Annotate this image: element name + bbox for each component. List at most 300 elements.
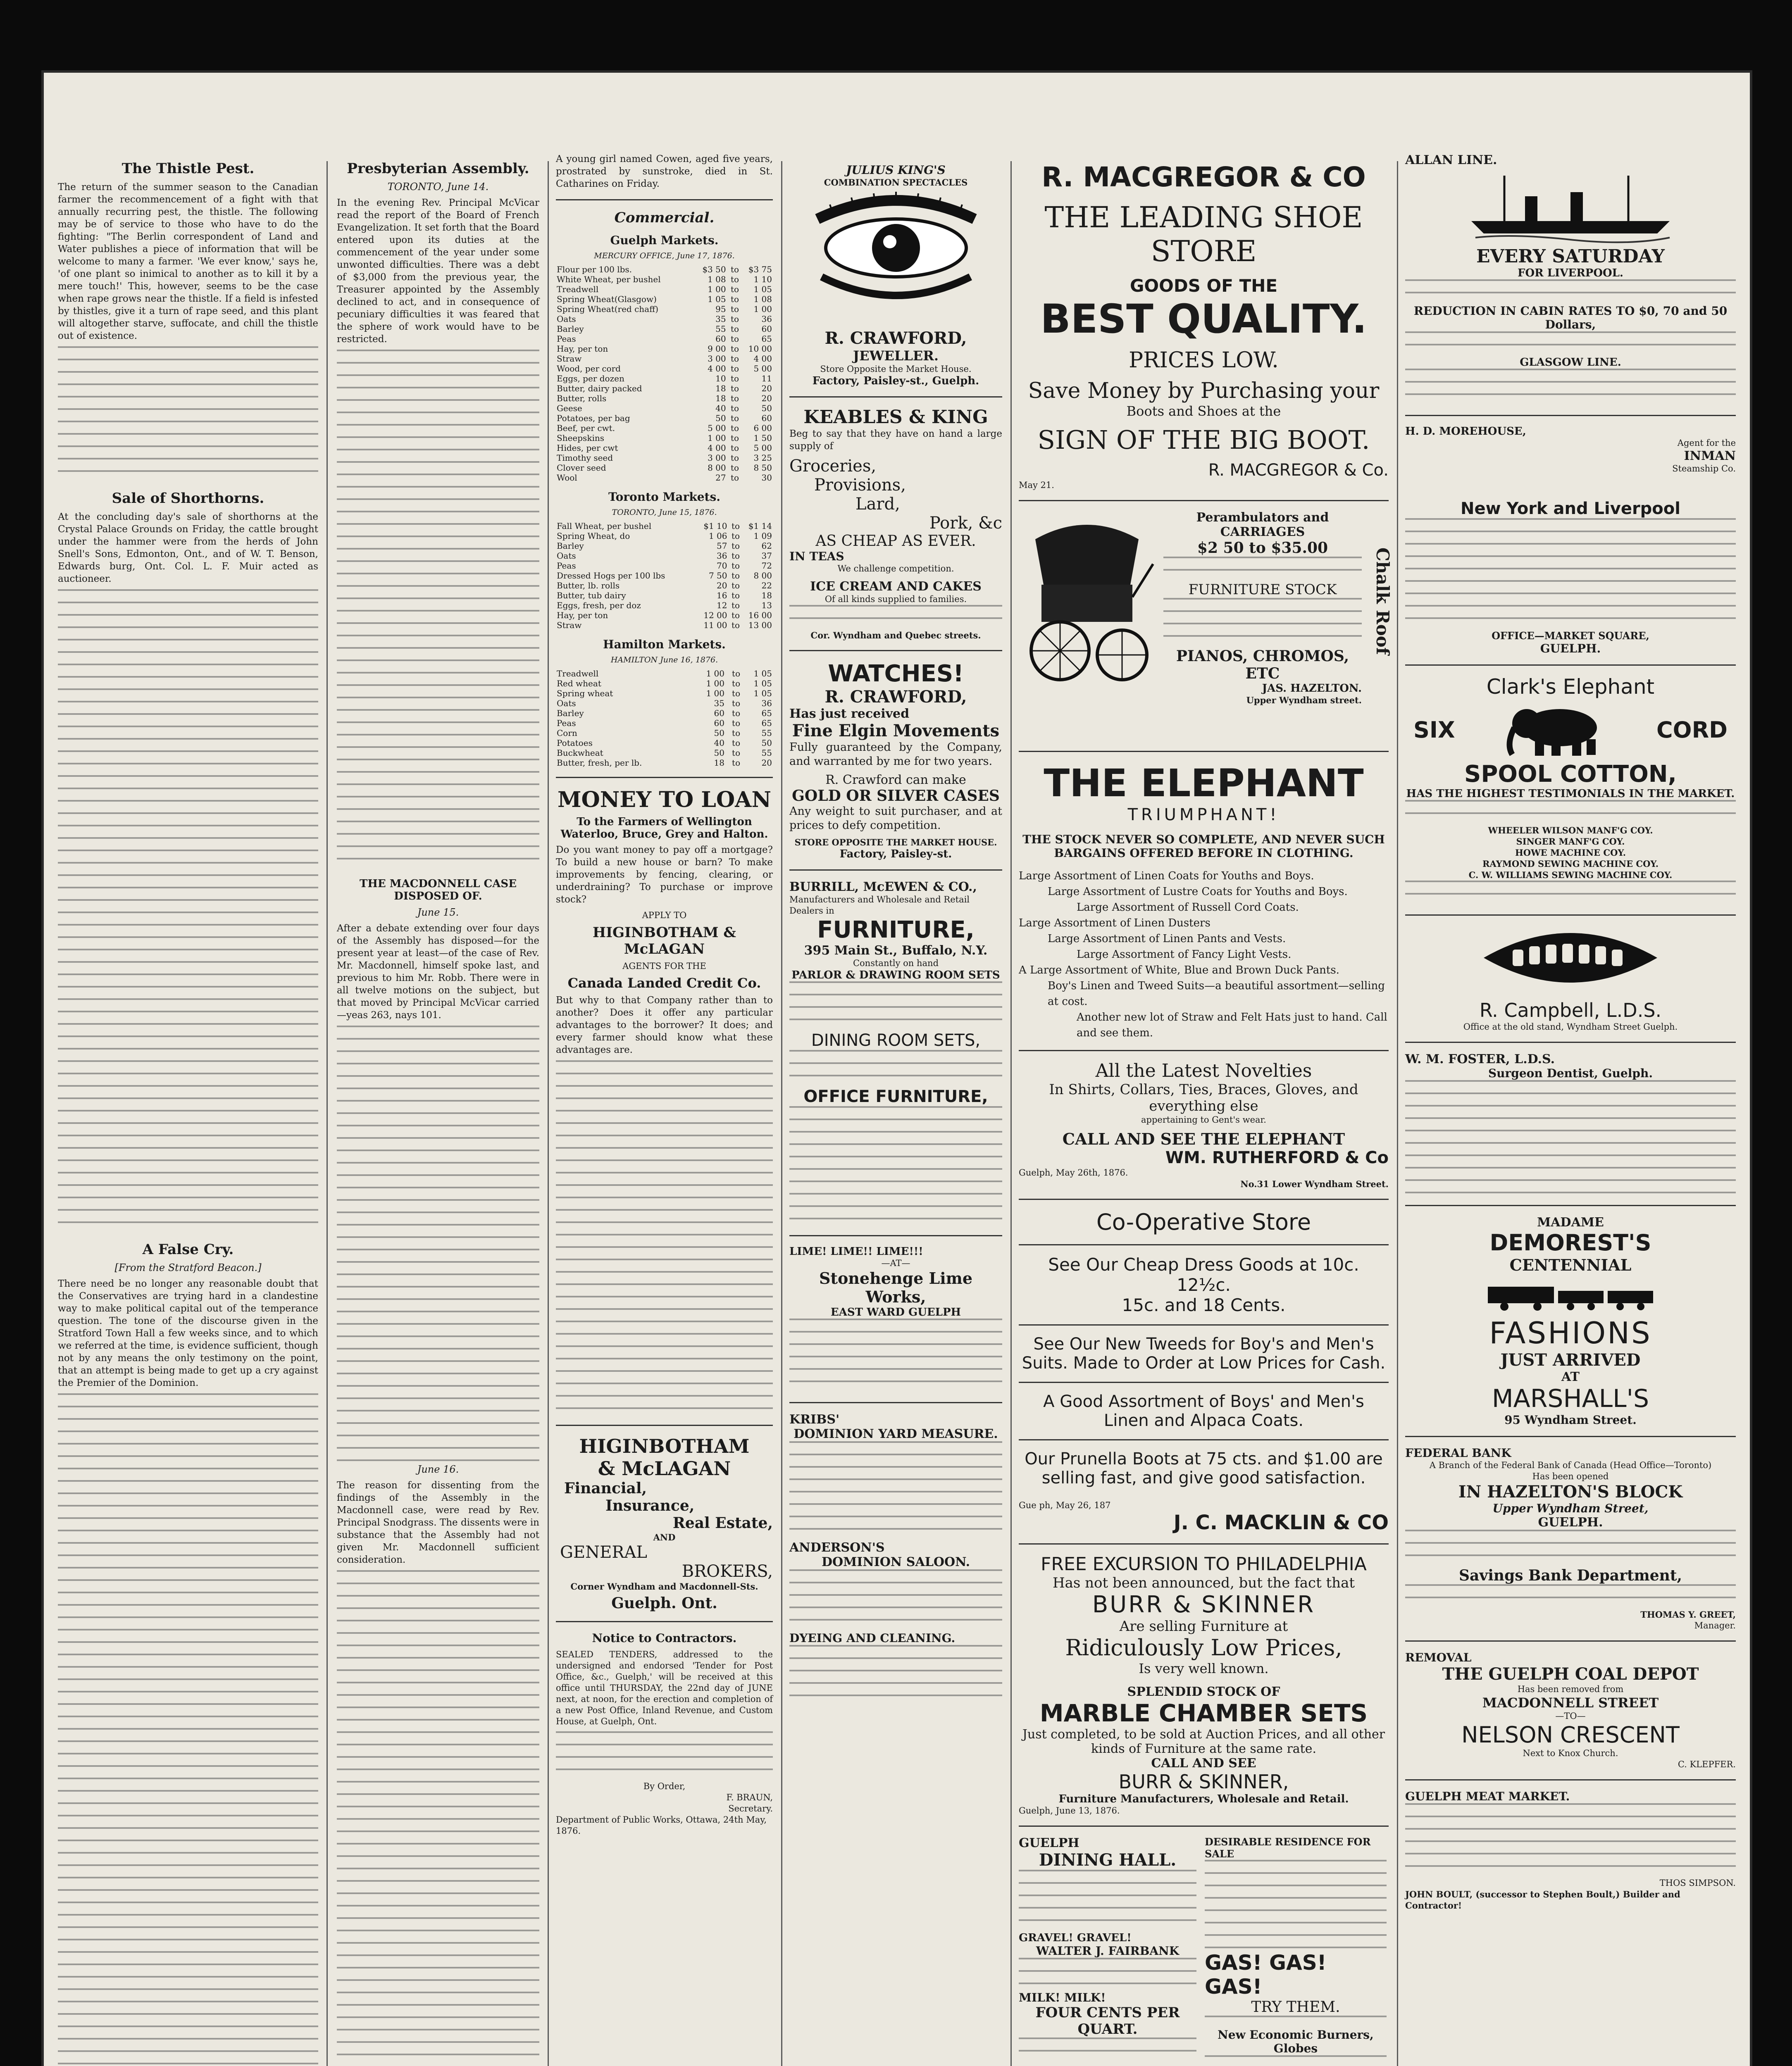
parlor-sets: PARLOR & DRAWING ROOM SETS [791,969,1000,981]
hazelton-address: Upper Wyndham street. [1246,695,1362,705]
article-text-block [789,1319,1002,1393]
market-price: to [732,541,740,551]
market-row [556,718,773,728]
market-row [556,443,773,453]
market-row [556,521,773,531]
market-price: 4 00 [708,443,726,453]
jeweller-label: JEWELLER. [853,348,939,364]
market-item: Clover seed [557,463,606,473]
article-text-block [58,1393,318,2066]
stonehenge-lime-works: Stonehenge Lime Works, [819,1269,973,1306]
market-price: to [730,383,739,393]
has-been-opened: Has been opened [1532,1471,1609,1481]
dyeing-cleaning: DYEING AND CLEANING. [789,1631,956,1645]
milk-heading: MILK! MILK! [1019,1991,1106,2004]
sewing-machine-item: SINGER MANF'G COY. [1516,836,1625,847]
sewing-machine-item: RAYMOND SEWING MACHINE COY. [1482,859,1659,869]
market-item: Treadwell [557,284,599,294]
market-price: 1 00 [708,433,726,443]
brokers-label: BROKERS, [682,1562,773,1581]
sewing-machine-item: WHEELER WILSON MANF'G COY. [1488,825,1653,835]
market-price: 50 [714,728,724,738]
market-price: to [732,728,741,738]
agent-for: Agent for the [1677,438,1736,448]
perambulators-label: Perambulators and CARRIAGES [1196,510,1329,539]
market-item: Hay, per ton [557,344,608,354]
linen-list-item: Another new lot of Straw and Felt Hats just to hand. Call and see them. [1077,1011,1387,1039]
market-price: 8 00 [753,571,772,581]
factory-line: Factory, Paisley-st., Guelph. [812,375,979,387]
market-price: to [732,571,740,581]
column-1 [58,153,318,2066]
market-price: to [730,284,739,294]
market-row [556,463,773,473]
gents-wear: appertaining to Gent's wear. [1141,1115,1266,1125]
market-row [556,374,773,383]
market-price: to [730,354,739,364]
market-row [556,383,773,393]
false-cry-heading: A False Cry. [142,1241,234,1258]
not-announced: Has not been announced, but the fact that [1052,1575,1355,1591]
column-3 [556,153,773,2066]
burr-tagline: Furniture Manufacturers, Wholesale and Retail. [1058,1793,1349,1805]
guelph-markets-table [556,264,773,483]
federal-branch: A Branch of the Federal Bank of Canada (Head Office—Toronto) [1429,1460,1712,1470]
thistle-heading: The Thistle Pest. [122,160,255,177]
market-price: 8 00 [708,463,726,473]
market-price: 40 [714,738,724,748]
market-price: 13 00 [748,620,772,630]
article-text-block [58,589,318,1234]
burrill-name: BURRILL, McEWEN & CO., [789,880,977,894]
fairbank-name: WALTER J. FAIRBANK [1036,1944,1180,1958]
guelph-markets-heading: Guelph Markets. [610,233,719,247]
market-row [556,748,773,758]
market-item: Spring Wheat(Glasgow) [557,294,657,304]
linen-list-item: Large Assortment of Linen Pants and Vests. [1048,933,1286,945]
market-item: White Wheat, per bushel [557,274,661,284]
linen-list-item: Large Assortment of Fancy Light Vests. [1077,948,1292,961]
market-price: 13 [761,600,772,610]
market-price: 50 [714,748,724,758]
spectacles-subtitle: COMBINATION SPECTACLES [824,177,968,188]
market-row [556,354,773,364]
market-item: Oats [557,314,576,324]
market-price: 60 [715,334,726,344]
goods-of-the: GOODS OF THE [1130,276,1278,296]
keables-body: Beg to say that they have on hand a large supply of [789,428,1002,452]
market-price: 16 [717,590,727,600]
market-price: to [730,314,739,324]
morehouse-name: H. D. MOREHOUSE, [1405,425,1526,438]
carriage-icon [1019,514,1155,688]
just-arrived: JUST ARRIVED [1500,1350,1641,1370]
market-price: to [732,708,741,718]
new-tweeds: See Our New Tweeds for Boy's and Men's Suits. Made to Order at Low Prices for Cash. [1022,1335,1386,1373]
contractors-body: SEALED TENDERS, addressed to the undersigned and endorsed 'Tender for Post Office, &c., Guelph,' will be received at this office until THURSDAY, the 22nd day of JUNE next, at noon, for the erection and completion of a new Post Office, Inland Revenue, and Custom House, at Guelph, Ont. [556,1649,773,1726]
splendid-stock: SPLENDID STOCK OF [1127,1685,1280,1699]
market-price: to [732,531,740,541]
market-price: to [732,620,740,630]
thistle-article: The return of the summer season to the Canadian farmer the recommencement of a fight with that annually recurring pest, the thistle. The following may be of service to those who have to do the fighting: "The Berlin correspondent of Land and Water publishes a piece of information that will be welcome to many a farmer. 'We ever know,' says he, 'of one plant so inimical to another as to kill it by a mere touch!' This, however, seems to be the case when rape grows near the thistle. If a field is infested by thistles, give it a turn of rape seed, and this plant will altogether starve, suffocate, and chill the thistle out of existence. [58,182,318,341]
market-price: 36 [761,314,772,324]
market-row [556,678,773,688]
market-item: Sheepskins [557,433,604,443]
guelph-markets-dateline: MERCURY OFFICE, June 17, 1876. [594,251,735,260]
market-price: to [730,344,739,354]
market-item: Eggs, per dozen [557,374,624,383]
june16-date: June 16. [417,1464,459,1475]
market-item: Potatoes, per bag [557,413,630,423]
desirable-residence: DESIRABLE RESIDENCE FOR SALE [1205,1836,1371,1860]
column-rule [1397,161,1398,2066]
market-price: 35 [715,314,726,324]
market-price: to [732,698,741,708]
dominion-saloon: DOMINION SALOON. [821,1555,970,1569]
market-price: to [732,600,740,610]
just-completed: Just completed, to be sold at Auction Prices, and all other kinds of Furniture at the same rate. [1022,1727,1385,1756]
prices-low: PRICES LOW. [1129,348,1279,373]
market-row [556,610,773,620]
rutherford-address: No.31 Lower Wyndham Street. [1240,1179,1389,1189]
article-text-block [1405,331,1736,356]
office-market-square: OFFICE—MARKET SQUARE, [1492,630,1649,642]
market-price: to [730,294,739,304]
furniture-heading: FURNITURE, [817,916,975,943]
article-text-block [1405,279,1736,304]
demorest-label: DEMOREST'S [1489,1230,1651,1256]
try-them: TRY THEM. [1251,1999,1340,2016]
article-text-block [789,1569,1002,1631]
allan-line: ALLAN LINE. [1405,153,1497,167]
article-text-block [1163,557,1362,581]
market-price: 12 [717,600,727,610]
market-row [556,758,773,768]
market-price: 5 00 [708,423,726,433]
market-item: Straw [557,354,582,364]
apply-to: APPLY TO [642,910,687,920]
burrill-manufacturers: Manufacturers and Wholesale and Retail Dealers in [789,895,970,916]
market-price: to [730,473,739,483]
market-row [556,393,773,403]
market-item: Barley [557,324,584,334]
upper-wyndham: Upper Wyndham Street, [1492,1502,1649,1515]
new-economic-burners: New Economic Burners, Globes [1218,2028,1374,2055]
market-row [556,264,773,274]
newspaper-page [41,70,1752,2066]
market-row [556,561,773,571]
market-price: to [732,758,741,768]
market-row [556,669,773,678]
macdonnell-article: After a debate extending over four days of the Assembly has disposed—for the present year at least—of the case of Rev. Mr. Macdonnell, himself spoke last, and previous to him Mr. Robb. There were in all twelve motions on the subject, but that moved by Principal McVicar carried—yeas 263, nays 101. [337,923,539,1021]
and-label: AND [653,1532,676,1542]
chalk-roof-label: Chalk Roof [1373,547,1393,655]
article-text-block [556,1060,773,1416]
gas-heading: GAS! GAS! GAS! [1205,1951,1327,1999]
nelson-crescent: NELSON CRESCENT [1461,1722,1680,1748]
article-text-block [337,350,539,870]
marble-chamber-sets: MARBLE CHAMBER SETS [1039,1699,1368,1727]
removal-label: REMOVAL [1405,1651,1472,1664]
market-price: to [732,521,740,531]
market-row [556,590,773,600]
market-item: Fall Wheat, per bushel [557,521,652,531]
dominion-yard-measure: DOMINION YARD MEASURE. [794,1427,998,1441]
market-price: to [732,688,741,698]
market-price: 40 [715,403,726,413]
market-price: $3 50 [702,264,726,274]
keables-king: KEABLES & KING [803,407,988,428]
market-price: to [730,433,739,443]
market-item: Red wheat [557,678,601,688]
cheap-dress-goods: See Our Cheap Dress Goods at 10c. 12½c. [1048,1254,1359,1295]
east-ward-guelph: EAST WARD GUELPH [830,1306,961,1319]
call-see-elephant: CALL AND SEE THE ELEPHANT [1062,1130,1345,1148]
inman-label: INMAN [1684,449,1736,463]
market-price: 1 08 [753,294,772,304]
linen-list [1019,868,1389,1041]
market-row [556,344,773,354]
market-price: to [730,463,739,473]
market-price: 8 50 [753,463,772,473]
market-row [556,403,773,413]
false-cry-source: [From the Stratford Beacon.] [114,1262,262,1273]
market-price: 27 [715,473,726,483]
market-price: to [732,718,741,728]
dining-room-sets: DINING ROOM SETS, [811,1031,981,1050]
money-to-loan-sub: To the Farmers of Wellington Waterloo, Bruce, Grey and Halton. [560,816,768,840]
market-price: 11 00 [703,620,727,630]
market-price: 65 [761,718,772,728]
higinbotham-ad-1: HIGINBOTHAM [579,1435,750,1457]
market-item: Beef, per cwt. [557,423,615,433]
burr-skinner: BURR & SKINNER [1092,1591,1315,1618]
market-price: 16 00 [748,610,772,620]
market-price: $1 14 [748,521,772,531]
market-price: 3 00 [708,354,726,364]
market-row [556,698,773,708]
market-price: to [730,274,739,284]
market-row [556,294,773,304]
meat-market: GUELPH MEAT MARKET. [1405,1790,1570,1803]
kribs-heading: KRIBS' [789,1412,840,1427]
market-price: to [732,551,740,561]
market-price: 10 00 [748,344,772,354]
anderson-heading: ANDERSON'S [789,1540,885,1555]
insurance-label: Insurance, [605,1497,695,1514]
perambulator-price: $2 50 to $35.00 [1197,539,1328,557]
article-text-block [1405,369,1736,406]
market-price: 70 [717,561,727,571]
market-price: 4 00 [708,364,726,374]
market-price: to [730,443,739,453]
column-2 [337,153,539,2066]
market-item: Peas [557,561,576,571]
macdonnell-date: June 15. [417,907,459,918]
market-price: 3 25 [753,453,772,463]
market-price: to [730,393,739,403]
burrill-address: 395 Main St., Buffalo, N.Y. [804,943,988,958]
spool-cotton: SPOOL COTTON, [1464,761,1677,788]
braun-name: F. BRAUN, [726,1792,773,1802]
market-price: 55 [761,728,772,738]
higinbotham-ad-2: & McLAGAN [598,1457,731,1480]
reduction-rates: REDUCTION IN CABIN RATES TO $0, 70 and 50 Dollars, [1413,304,1728,331]
article-text-block [1019,2037,1196,2062]
market-price: 1 05 [753,669,772,678]
rutherford-date: Guelph, May 26th, 1876. [1019,1168,1128,1178]
market-price: 50 [761,738,772,748]
market-item: Hides, per cwt [557,443,618,453]
agents-for: AGENTS FOR THE [622,961,706,971]
linen-list-item: Large Assortment of Russell Cord Coats. [1077,901,1299,914]
cord-label: CORD [1656,716,1728,743]
department-line: Department of Public Works, Ottawa, 24th May, 1876. [556,1815,767,1836]
secretary-label: Secretary. [728,1804,773,1814]
market-item: Treadwell [557,669,599,678]
market-row [556,423,773,433]
market-price: to [732,748,741,758]
article-text-block [1405,518,1736,630]
market-item: Straw [557,620,582,630]
free-excursion: FREE EXCURSION TO PHILADELPHIA [1041,1554,1367,1575]
burr-skinner-2: BURR & SKINNER, [1118,1771,1289,1793]
market-item: Barley [557,541,584,551]
greet-manager: Manager. [1694,1621,1736,1630]
inman-guelph: GUELPH. [1540,642,1601,655]
market-item: Dressed Hogs per 100 lbs [557,571,665,581]
burr-date: Guelph, June 13, 1876. [1019,1806,1120,1816]
market-item: Spring Wheat, do [557,531,630,541]
market-price: 1 00 [706,678,724,688]
column-rule [1010,161,1012,2066]
commercial-heading: Commercial. [614,209,715,226]
market-price: 4 00 [753,354,772,364]
elephant-heading: THE ELEPHANT [1044,761,1364,805]
market-price: 1 00 [708,284,726,294]
stock-never: THE STOCK NEVER SO COMPLETE, AND NEVER SUCH BARGAINS OFFERED BEFORE IN CLOTHING. [1022,833,1385,860]
market-item: Buckwheat [557,748,603,758]
locomotive-icon [1484,1278,1657,1311]
market-item: Hay, per ton [557,610,608,620]
presbyterian-dateline: TORONTO, June 14. [387,181,489,193]
constantly-on-hand: Constantly on hand [853,958,939,968]
presbyterian-article: In the evening Rev. Principal McVicar read the report of the Board of French Evangelization. It set forth that the Board entered upon its duties at the commencement of the year under some unwonted difficulties. There was a debt of $3,000 from the previous year, the Treasurer appointed by the Assembly declined to act, and in consequence of pecuniary difficulties it was feared that the sphere of work would have to be restricted. [337,198,539,345]
article-text-block [789,1645,1002,1707]
column-rule [326,161,328,2066]
glasgow-line: GLASGOW LINE. [1520,356,1621,369]
boys-assortment: A Good Assortment of Boys' and Men's Linen and Alpaca Coats. [1043,1392,1364,1430]
money-to-loan-body: Do you want money to pay off a mortgage? To build a new house or barn? To make improvements by fencing, clearing, or underdraining? To purchase or improve stock? [556,845,773,905]
article-text-block [556,1731,773,1781]
market-price: 1 09 [753,531,772,541]
article-text-block [337,1026,539,1464]
sewing-machine-list [1405,825,1736,881]
market-row [556,688,773,698]
toronto-markets-dateline: TORONTO, June 15, 1876. [612,508,717,517]
market-price: 60 [761,413,772,423]
market-price: $1 10 [703,521,727,531]
market-item: Butter, dairy packed [557,383,642,393]
market-price: 55 [761,748,772,758]
at-label: AT [1561,1370,1580,1384]
market-price: 18 [715,383,726,393]
market-price: 72 [761,561,772,571]
market-price: to [732,561,740,571]
market-price: 30 [761,473,772,483]
greet-name: THOMAS Y. GREET, [1640,1609,1736,1620]
market-row [556,284,773,294]
boult-notice: JOHN BOULT, (successor to Stephen Boult,) Builder and Contractor! [1405,1889,1680,1911]
market-price: 60 [714,718,724,728]
market-row [556,738,773,748]
next-to-knox: Next to Knox Church. [1523,1748,1618,1758]
dining-hall: DINING HALL. [1039,1850,1177,1870]
highest-testimonials: HAS THE HIGHEST TESTIMONIALS IN THE MARKET. [1406,788,1735,800]
market-row [556,324,773,334]
corner-address: Corner Wyndham and Macdonnell-Sts. [570,1581,758,1592]
column-6 [1405,153,1736,2066]
market-item: Oats [557,698,576,708]
challenge-competition: We challenge competition. [837,564,954,574]
article-text-block [1205,1860,1387,1951]
has-just-received: Has just received [789,707,910,721]
market-price: 60 [714,708,724,718]
market-row [556,708,773,718]
market-row [556,581,773,590]
market-item: Wood, per cord [557,364,621,374]
market-price: to [730,334,739,344]
article-text-block [1405,800,1736,825]
groceries-label: Groceries, [789,457,877,476]
column-5 [1019,153,1393,2066]
hazelton-ad [1019,510,1393,742]
linen-list-item: A Large Assortment of White, Blue and Brown Duck Pants. [1019,964,1339,976]
market-row [556,364,773,374]
market-row [556,453,773,463]
ice-cream-cakes: ICE CREAM AND CAKES [810,579,982,594]
market-price: 65 [761,708,772,718]
market-price: to [730,413,739,423]
simpson-name: THOS SIMPSON. [1659,1878,1736,1888]
market-price: 95 [715,304,726,314]
article-text-block [789,981,1002,1031]
guelph-dining-label: GUELPH [1019,1836,1079,1850]
market-item: Butter, tub dairy [557,590,626,600]
fashions-label: FASHIONS [1489,1316,1652,1350]
rutherford-name: WM. RUTHERFORD & Co [1165,1148,1389,1167]
market-price: 6 00 [753,423,772,433]
boots-and-shoes: Boots and Shoes at the [1126,403,1281,419]
market-price: 20 [761,383,772,393]
well-known: Is very well known. [1139,1661,1269,1676]
market-item: Peas [557,334,576,344]
macdonnell-heading: THE MACDONNELL CASE DISPOSED OF. [359,878,517,902]
credit-body: But why to that Company rather than to another? Does it offer any particular advantages to the borrower? It does; and every farmer should know what these advantages are. [556,995,773,1055]
general-label: GENERAL [560,1543,647,1562]
foster-surgeon: Surgeon Dentist, Guelph. [1488,1066,1653,1080]
market-row [556,413,773,423]
furniture-stock: FURNITURE STOCK [1188,581,1337,598]
market-price: 50 [715,413,726,423]
madame-label: MADAME [1537,1215,1604,1230]
market-row [556,473,773,483]
provisions-label: Provisions, [814,476,906,495]
inman-steamship: Steamship Co. [1672,464,1736,474]
article-text-block [789,1441,1002,1540]
market-price: to [730,423,739,433]
market-price: to [730,264,739,274]
